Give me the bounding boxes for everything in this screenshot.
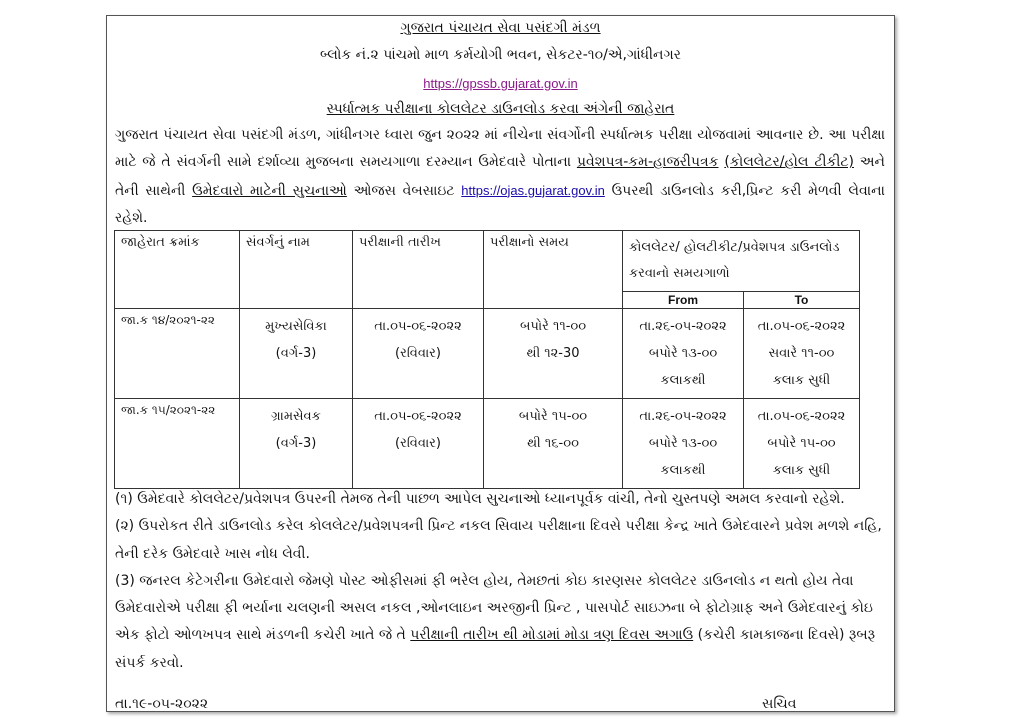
exam-time: બપોરે ૧૧-૦૦ થી ૧૨-30 xyxy=(484,309,623,399)
notice-subject: સ્પર્ધાત્મક પરીક્ષાના કોલલેટર ડાઉનલોડ કરવા અંગેની જાહેરાત xyxy=(326,101,675,117)
intro-text: અને તેની સાથેની xyxy=(115,154,885,199)
intro-underline-3: ઉમેદવારો માટેની સુચનાઓ xyxy=(192,182,347,199)
download-to: તા.૦૫-૦૬-૨૦૨૨ સવારે ૧૧-૦૦ કલાક સુધી xyxy=(744,309,860,399)
intro-underline-1: પ્રવેશપત્ર-કમ-હાજરીપત્રક xyxy=(576,154,719,171)
table-row xyxy=(115,399,860,489)
note-2: (૨) ઉપરોકત રીતે ડાઉનલોડ કરેલ કોલલેટર/પ્રવેશપત્રની પ્રિન્ટ નકલ સિવાય પરીક્ષાના દિવસે પરીક્ષા કેન્દ્ર ખાતે ઉમેદવારને પ્રવેશ મળશે નહિ, તેની દરેક ઉમેદવારે ખાસ નોધ લેવી. xyxy=(115,518,882,562)
note-3-underline: પરીક્ષાની તારીખ થી મોડામાં મોડા ત્રણ દિવસ અગાઉ xyxy=(410,627,694,644)
col-header-download-period: કોલલેટર/ હોલટીકીટ/પ્રવેશપત્ર ડાઉનલોડ કરવાનો સમયગાળો xyxy=(623,231,860,292)
note-3: (3) જનરલ કેટેગરીના ઉમેદવારો જેમણે પોસ્ટ ઓફીસમાં ફી ભરેલ હોય, તેમછતાં કોઇ કારણસર કોલલેટર ડાઉનલોડ ન થતો હોય તેવા ઉમેદવારોએ પરીક્ષા ફી ભર્યાના ચલણની અસલ નકલ ,ઓનલાઇન અરજીની પ્રિન્ટ , પાસપોર્ટ સાઇઝના બે ફોટોગ્રાફ અને ઉમેદવારનું કોઇ એક ફોટો ઓળખપત્ર સાથે મંડળની કચેરી ખાતે જે તે પરીક્ષાની તારીખ થી મોડામાં મોડા ત્રણ દિવસ અગાઉ (કચેરી કામકાજના દિવસે) રૂબરૂ સંપર્ક કરવો. xyxy=(115,572,876,671)
ojas-website-link[interactable]: https://ojas.gujarat.gov.in xyxy=(461,182,605,198)
download-from: તા.૨૬-૦૫-૨૦૨૨ બપોરે ૧૩-૦૦ કલાકથી xyxy=(623,399,744,489)
notice-document xyxy=(106,15,895,712)
post-name: મુખ્યસેવિકા (વર્ગ-3) xyxy=(240,309,353,399)
intro-text: ગુજરાત પંચાયત સેવા પસંદગી મંડળ, ગાંધીનગર ધ્વારા જુન ૨૦૨૨ માં નીચેના સંવર્ગોની સ્પર્ધાત્મક પરીક્ષા યોજવામાં આવનાર છે. આ પરીક્ષા માટે જે તે સંવર્ગની સામે દર્શાવ્યા મુજબના સમયગાળા દરમ્યાન ઉમેદવારે પોતાના xyxy=(115,127,885,171)
exam-date: તા.૦૫-૦૬-૨૦૨૨ (રવિવાર) xyxy=(353,399,484,489)
org-title: ગુજરાત પંચાયત સેવા પસંદગી મંડળ xyxy=(400,20,601,36)
signatory: સચિવ xyxy=(762,696,797,712)
exam-time: બપોરે ૧૫-૦૦ થી ૧૬-૦૦ xyxy=(484,399,623,489)
table-header-row xyxy=(115,231,860,292)
schedule-table xyxy=(114,230,860,489)
advt-no: જા.ક ૧૪/૨૦૨૧-૨૨ xyxy=(115,309,240,399)
intro-text: ઓજસ વેબસાઇટ xyxy=(346,182,462,199)
download-to: તા.૦૫-૦૬-૨૦૨૨ બપોરે ૧૫-૦૦ કલાક સુધી xyxy=(744,399,860,489)
col-header-advt-no: જાહેરાત ક્રમાંક xyxy=(115,231,240,309)
notes-section xyxy=(115,486,885,677)
gpssb-website-link[interactable]: https://gpssb.gujarat.gov.in xyxy=(423,76,578,91)
col-header-post: સંવર્ગનું નામ xyxy=(240,231,353,309)
intro-paragraph xyxy=(115,122,885,232)
exam-date: તા.૦૫-૦૬-૨૦૨૨ (રવિવાર) xyxy=(353,309,484,399)
download-from: તા.૨૬-૦૫-૨૦૨૨ બપોરે ૧૩-૦૦ કલાકથી xyxy=(623,309,744,399)
notice-date: તા.૧૯-૦૫-૨૦૨૨ xyxy=(115,696,209,712)
col-header-exam-date: પરીક્ષાની તારીખ xyxy=(353,231,484,309)
post-name: ગ્રામસેવક (વર્ગ-3) xyxy=(240,399,353,489)
table-row xyxy=(115,309,860,399)
advt-no: જા.ક ૧૫/૨૦૨૧-૨૨ xyxy=(115,399,240,489)
col-header-exam-time: પરીક્ષાનો સમય xyxy=(484,231,623,309)
intro-underline-2: (કોલલેટર/હોલ ટીકીટ) xyxy=(724,154,854,171)
col-header-from: From xyxy=(623,292,744,309)
note-1: (૧) ઉમેદવારે કોલલેટર/પ્રવેશપત્ર ઉપરની તેમજ તેની પાછળ આપેલ સુચનાઓ ધ્યાનપૂર્વક વાંચી, તેનો ચુસ્તપણે અમલ કરવાનો રહેશે. xyxy=(115,491,845,507)
intro-text: ઉપરથી ડાઉનલોડ કરી,પ્રિન્ટ કરી મેળવી લેવાના રહેશે. xyxy=(115,182,885,226)
org-address: બ્લોક નં.૨ પાંચમો માળ કર્મયોગી ભવન, સેકટર-૧૦/એ,ગાંધીનગર xyxy=(320,47,681,63)
col-header-to: To xyxy=(744,292,860,309)
